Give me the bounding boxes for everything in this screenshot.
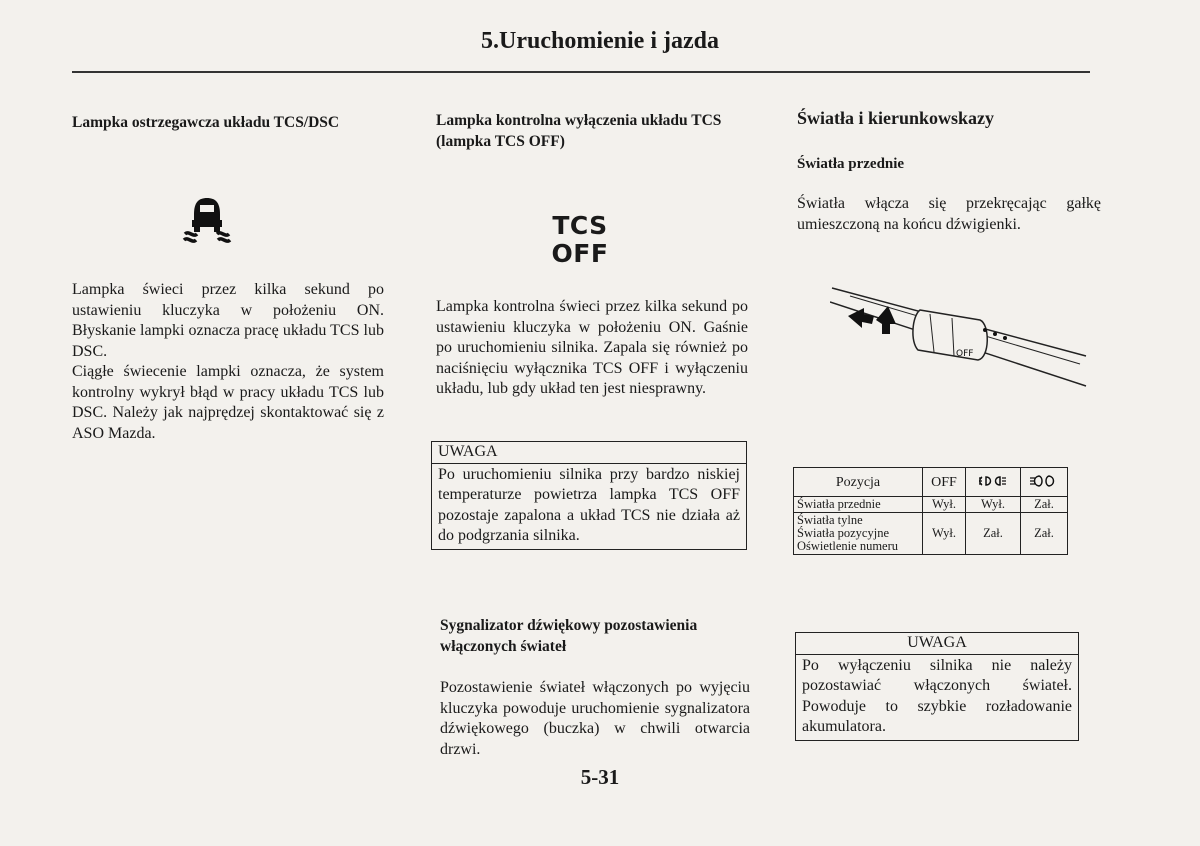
tcs-dsc-paragraph-2: Ciągłe świecenie lampki oznacza, że system kontrolny wykrył błąd w pracy układu TCS lub DSC. Należy jak najprędzej skontaktować się z ASO Mazda. <box>72 363 384 442</box>
lights-buzzer-heading: Sygnalizator dźwiękowy pozostawienia włączonych świateł <box>440 617 698 655</box>
tcs-dsc-paragraph-1: Lampka świeci przez kilka sekund po ustawieniu kluczyka w położeniu ON. Błyskanie lampki oznacza pracę układu TCS lub DSC. <box>72 281 384 360</box>
table-row-label-line: Światła pozycyjne <box>797 526 889 540</box>
tcs-dsc-warning-icon <box>180 192 234 244</box>
table-header-position: Pozycja <box>794 468 923 497</box>
tcs-off-description: Lampka kontrolna świeci przez kilka sekund po ustawieniu kluczyka w położeniu ON. Gaśnie po uruchomieniu silnika. Zapala się również po naciśnięciu wyłącznika TCS OFF i wyłączeniu układu, lub gdy układ ten jest niesprawny. <box>436 298 748 397</box>
lights-warning-box <box>795 632 1079 741</box>
table-row <box>794 497 1068 513</box>
table-row-label: Światła przednie <box>794 497 923 513</box>
tcs-off-heading: Lampka kontrolna wyłączenia układu TCS (lampka TCS OFF) <box>436 112 722 150</box>
headlights-icon <box>1021 468 1068 497</box>
tcs-off-indicator-line1: TCS <box>552 211 608 240</box>
lights-position-table <box>793 467 1068 555</box>
page-number: 5-31 <box>580 765 620 789</box>
table-cell: Zał. <box>1021 497 1068 513</box>
parking-lights-icon <box>966 468 1021 497</box>
light-switch-stalk-illustration <box>830 280 1090 392</box>
table-row-label-line: Światła tylne <box>797 513 863 527</box>
tcs-off-indicator-line2: OFF <box>551 239 609 268</box>
table-row-label <box>794 513 923 555</box>
front-lights-subheading: Światła przednie <box>797 156 905 172</box>
tcs-off-warning-box <box>431 441 747 550</box>
tcs-dsc-heading: Lampka ostrzegawcza układu TCS/DSC <box>72 114 340 131</box>
stalk-off-label: OFF <box>956 349 974 359</box>
header-rule <box>72 71 1090 73</box>
front-lights-description: Światła włącza się przekręcając gałkę umieszczoną na końcu dźwigienki. <box>797 195 1101 233</box>
table-row-label-line: Oświetlenie numeru <box>797 539 899 553</box>
table-cell: Wył. <box>923 513 966 555</box>
tcs-off-warning-title: UWAGA <box>432 442 746 464</box>
table-row <box>794 513 1068 555</box>
tcs-off-indicator-icon <box>540 212 620 268</box>
lights-warning-text: Po wyłączeniu silnika nie należy pozostawiać włączonych świateł. Powoduje to szybkie rozładowanie akumulatora. <box>802 656 1072 735</box>
table-header-row <box>794 468 1068 497</box>
lights-buzzer-description: Pozostawienie świateł włączonych po wyjęciu kluczyka powoduje uruchomienie sygnalizatora dźwiękowego (buczka) w chwili otwarcia drzwi. <box>440 679 750 758</box>
lights-warning-title: UWAGA <box>796 633 1078 655</box>
lights-section-heading: Światła i kierunkowskazy <box>797 108 995 128</box>
tcs-dsc-description <box>72 280 384 444</box>
tcs-off-warning-text: Po uruchomieniu silnika przy bardzo niskiej temperaturze powietrza lampka TCS OFF pozostaje zapalona a układ TCS nie działa aż do podgrzania silnika. <box>438 465 740 544</box>
table-cell: Zał. <box>1021 513 1068 555</box>
table-cell: Wył. <box>966 497 1021 513</box>
table-header-off: OFF <box>923 468 966 497</box>
table-cell: Wył. <box>923 497 966 513</box>
page-title: 5.Uruchomienie i jazda <box>481 28 719 54</box>
table-cell: Zał. <box>966 513 1021 555</box>
